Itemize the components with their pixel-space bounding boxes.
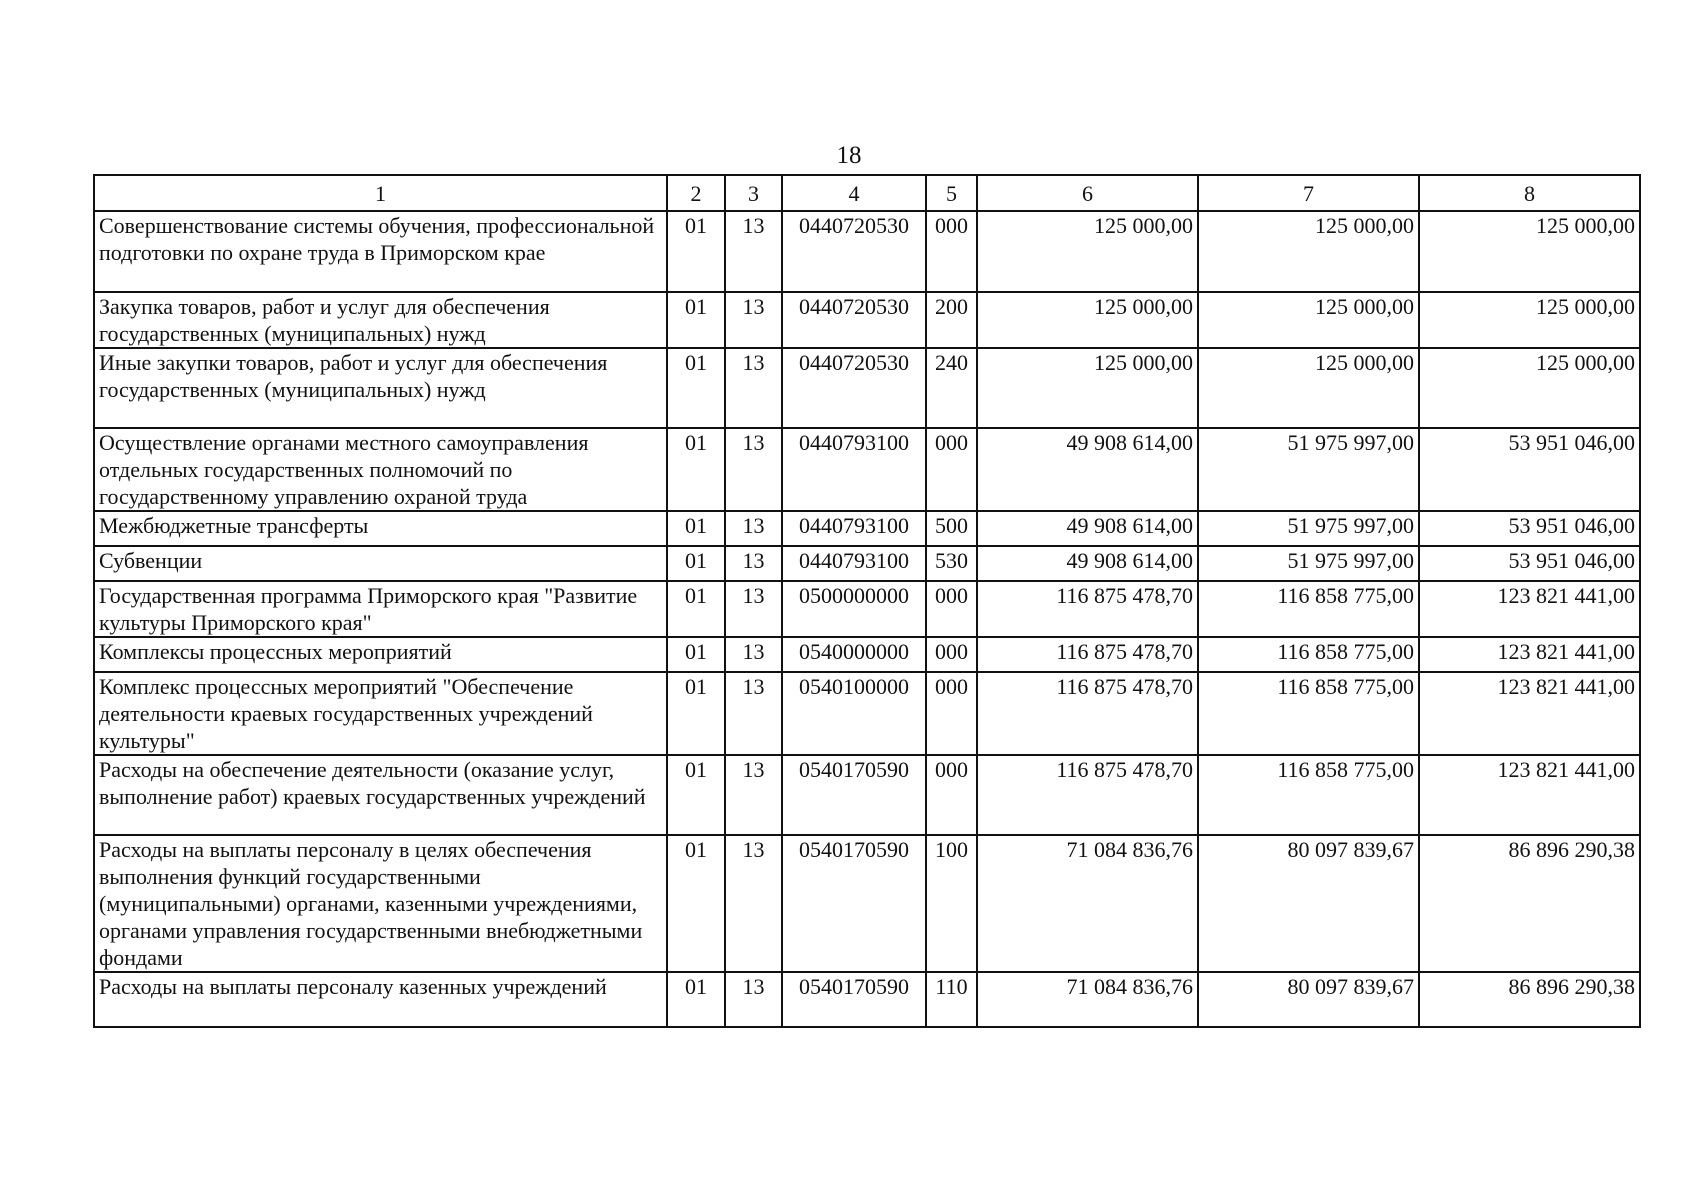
cell-col-4: 0540000000 xyxy=(782,637,926,672)
cell-col-2: 01 xyxy=(667,755,725,835)
cell-col-5: 000 xyxy=(926,428,977,511)
cell-col-2: 01 xyxy=(667,348,725,428)
cell-col-2: 01 xyxy=(667,672,725,755)
cell-col-8: 53 951 046,00 xyxy=(1419,546,1640,581)
table-row xyxy=(94,972,1640,1027)
cell-col-4: 0540170590 xyxy=(782,755,926,835)
cell-name: Государственная программа Приморского края "Развитие культуры Приморского края" xyxy=(94,581,667,637)
cell-name: Субвенции xyxy=(94,546,667,581)
cell-col-7: 51 975 997,00 xyxy=(1198,511,1419,546)
header-col-5: 5 xyxy=(926,175,977,211)
cell-col-8: 125 000,00 xyxy=(1419,348,1640,428)
cell-col-4: 0500000000 xyxy=(782,581,926,637)
cell-col-8: 125 000,00 xyxy=(1419,292,1640,348)
table-row xyxy=(94,292,1640,348)
cell-col-3: 13 xyxy=(725,972,782,1027)
cell-col-2: 01 xyxy=(667,972,725,1027)
cell-col-7: 125 000,00 xyxy=(1198,211,1419,292)
cell-col-4: 0440793100 xyxy=(782,428,926,511)
cell-col-7: 116 858 775,00 xyxy=(1198,637,1419,672)
cell-col-5: 100 xyxy=(926,835,977,972)
cell-col-3: 13 xyxy=(725,511,782,546)
cell-col-5: 000 xyxy=(926,581,977,637)
header-col-4: 4 xyxy=(782,175,926,211)
cell-col-5: 500 xyxy=(926,511,977,546)
cell-col-7: 51 975 997,00 xyxy=(1198,546,1419,581)
table-row xyxy=(94,637,1640,672)
cell-col-8: 123 821 441,00 xyxy=(1419,755,1640,835)
cell-col-5: 000 xyxy=(926,637,977,672)
table-row xyxy=(94,581,1640,637)
cell-col-5: 000 xyxy=(926,755,977,835)
cell-name: Осуществление органами местного самоуправления отдельных государственных полномочий по государственному управлению охраной труда xyxy=(94,428,667,511)
cell-col-8: 53 951 046,00 xyxy=(1419,511,1640,546)
cell-name: Иные закупки товаров, работ и услуг для обеспечения государственных (муниципальных) нужд xyxy=(94,348,667,428)
cell-col-8: 125 000,00 xyxy=(1419,211,1640,292)
cell-col-5: 000 xyxy=(926,672,977,755)
cell-col-7: 125 000,00 xyxy=(1198,348,1419,428)
cell-col-4: 0440720530 xyxy=(782,348,926,428)
cell-name: Расходы на обеспечение деятельности (оказание услуг, выполнение работ) краевых государственных учреждений xyxy=(94,755,667,835)
cell-col-7: 116 858 775,00 xyxy=(1198,755,1419,835)
cell-col-3: 13 xyxy=(725,428,782,511)
table-row xyxy=(94,428,1640,511)
cell-name: Комплекс процессных мероприятий "Обеспечение деятельности краевых государственных учреждений культуры" xyxy=(94,672,667,755)
cell-col-3: 13 xyxy=(725,581,782,637)
cell-col-4: 0540100000 xyxy=(782,672,926,755)
cell-col-7: 125 000,00 xyxy=(1198,292,1419,348)
cell-col-8: 123 821 441,00 xyxy=(1419,581,1640,637)
table-row xyxy=(94,672,1640,755)
cell-col-2: 01 xyxy=(667,581,725,637)
cell-col-6: 116 875 478,70 xyxy=(977,672,1198,755)
cell-col-8: 86 896 290,38 xyxy=(1419,972,1640,1027)
cell-col-4: 0440720530 xyxy=(782,292,926,348)
cell-col-8: 86 896 290,38 xyxy=(1419,835,1640,972)
cell-col-6: 49 908 614,00 xyxy=(977,546,1198,581)
header-col-3: 3 xyxy=(725,175,782,211)
cell-name: Расходы на выплаты персоналу казенных учреждений xyxy=(94,972,667,1027)
cell-name: Межбюджетные трансферты xyxy=(94,511,667,546)
header-row xyxy=(94,175,1640,211)
cell-col-7: 51 975 997,00 xyxy=(1198,428,1419,511)
cell-col-8: 123 821 441,00 xyxy=(1419,672,1640,755)
header-col-8: 8 xyxy=(1419,175,1640,211)
cell-col-6: 116 875 478,70 xyxy=(977,581,1198,637)
table-row xyxy=(94,835,1640,972)
cell-col-5: 240 xyxy=(926,348,977,428)
cell-name: Расходы на выплаты персоналу в целях обеспечения выполнения функций государственными (муниципальными) органами, казенными учреждениями, органами управления государственными внебюджетными фондами xyxy=(94,835,667,972)
cell-name: Совершенствование системы обучения, профессиональной подготовки по охране труда в Приморском крае xyxy=(94,211,667,292)
cell-col-3: 13 xyxy=(725,348,782,428)
cell-col-4: 0440793100 xyxy=(782,546,926,581)
page-number: 18 xyxy=(836,142,862,169)
cell-col-2: 01 xyxy=(667,637,725,672)
cell-col-7: 80 097 839,67 xyxy=(1198,972,1419,1027)
cell-col-2: 01 xyxy=(667,211,725,292)
table-body xyxy=(94,211,1640,1027)
cell-col-7: 116 858 775,00 xyxy=(1198,581,1419,637)
cell-col-6: 71 084 836,76 xyxy=(977,972,1198,1027)
table-row xyxy=(94,755,1640,835)
cell-col-3: 13 xyxy=(725,546,782,581)
cell-col-7: 80 097 839,67 xyxy=(1198,835,1419,972)
cell-col-8: 123 821 441,00 xyxy=(1419,637,1640,672)
budget-table xyxy=(93,174,1641,1028)
cell-col-3: 13 xyxy=(725,755,782,835)
header-col-7: 7 xyxy=(1198,175,1419,211)
cell-name: Закупка товаров, работ и услуг для обеспечения государственных (муниципальных) нужд xyxy=(94,292,667,348)
table-header xyxy=(94,175,1640,211)
cell-col-5: 530 xyxy=(926,546,977,581)
cell-col-6: 49 908 614,00 xyxy=(977,511,1198,546)
cell-col-4: 0540170590 xyxy=(782,972,926,1027)
header-col-2: 2 xyxy=(667,175,725,211)
cell-col-2: 01 xyxy=(667,428,725,511)
cell-col-5: 200 xyxy=(926,292,977,348)
cell-col-7: 116 858 775,00 xyxy=(1198,672,1419,755)
cell-col-4: 0440793100 xyxy=(782,511,926,546)
cell-col-6: 125 000,00 xyxy=(977,292,1198,348)
cell-col-2: 01 xyxy=(667,511,725,546)
cell-col-6: 125 000,00 xyxy=(977,211,1198,292)
cell-col-3: 13 xyxy=(725,637,782,672)
table-row xyxy=(94,211,1640,292)
table-row xyxy=(94,546,1640,581)
cell-col-6: 116 875 478,70 xyxy=(977,755,1198,835)
cell-col-5: 000 xyxy=(926,211,977,292)
cell-col-5: 110 xyxy=(926,972,977,1027)
cell-col-6: 71 084 836,76 xyxy=(977,835,1198,972)
cell-col-2: 01 xyxy=(667,292,725,348)
header-col-6: 6 xyxy=(977,175,1198,211)
table-row xyxy=(94,511,1640,546)
cell-col-8: 53 951 046,00 xyxy=(1419,428,1640,511)
cell-col-6: 125 000,00 xyxy=(977,348,1198,428)
cell-col-4: 0540170590 xyxy=(782,835,926,972)
cell-col-2: 01 xyxy=(667,546,725,581)
cell-col-6: 116 875 478,70 xyxy=(977,637,1198,672)
cell-col-6: 49 908 614,00 xyxy=(977,428,1198,511)
table-row xyxy=(94,348,1640,428)
header-col-1: 1 xyxy=(94,175,667,211)
cell-col-3: 13 xyxy=(725,292,782,348)
cell-col-4: 0440720530 xyxy=(782,211,926,292)
cell-col-3: 13 xyxy=(725,672,782,755)
cell-col-2: 01 xyxy=(667,835,725,972)
cell-name: Комплексы процессных мероприятий xyxy=(94,637,667,672)
cell-col-3: 13 xyxy=(725,835,782,972)
cell-col-3: 13 xyxy=(725,211,782,292)
